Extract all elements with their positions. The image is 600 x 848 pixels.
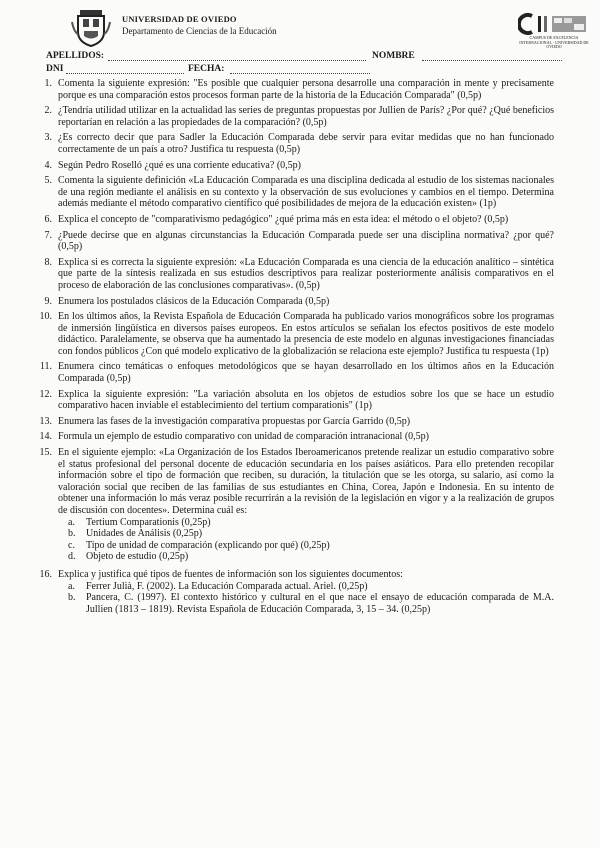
question-list <box>30 78 554 615</box>
q16-item-a: a. Ferrer Julià, F. (2002). La Educación Comparada actual. Ariel. (0,25p) <box>68 580 368 592</box>
nombre-label: NOMBRE <box>372 51 415 61</box>
university-name: UNIVERSIDAD DE OVIEDO <box>122 14 237 24</box>
question-3: 3. ¿Es correcto decir que para Sadler la Educación Comparada debe servir para evitar medidas que no han funcionado correctamente de un país a otro? Justifica tu respuesta (0,5p) <box>44 132 554 155</box>
question-11: 11. Enumera cinco temáticas o enfoques metodológicos que se hayan desarrollado en los últimos años en la Educación Comparada (0,5p) <box>39 361 554 385</box>
fecha-label: FECHA: <box>188 64 225 74</box>
campus-logo-caption: CAMPUS DE EXCELENCIA INTERNACIONAL · UNIVERSIDAD DE OVIEDO <box>519 35 589 49</box>
dni-label: DNI <box>46 64 64 74</box>
question-9: 9. Enumera los postulados clásicos de la Educación Comparada (0,5p) <box>44 295 330 307</box>
question-4: 4. Según Pedro Roselló ¿qué es una corriente educativa? (0,5p) <box>44 159 301 171</box>
apellidos-field[interactable] <box>108 51 366 61</box>
fecha-field[interactable] <box>230 64 370 74</box>
campus-logo-icon <box>518 12 590 36</box>
q15-item-c: c. Tipo de unidad de comparación (explicando por qué) (0,25p) <box>68 539 330 551</box>
question-8: 8. Explica si es correcta la siguiente expresión: «La Educación Comparada es una ciencia de la educación analítico – sintética que parte de la síntesis realizada en sus estudios descriptivos para realizar posteriormente análisis comparativos en el proceso de elaboración de las conclusiones comparativas». (0,5p) <box>44 256 554 291</box>
question-12: 12. Explica la siguiente expresión: "La variación absoluta en los objetos de estudios sobre los que se hace un estudio comparativo hacen inviable el establecimiento del tertium comparationis" (1p) <box>39 388 554 412</box>
question-13: 13. Enumera las fases de la investigación comparativa propuestas por García Garrido (0,5p) <box>39 415 411 427</box>
apellidos-label: APELLIDOS: <box>46 51 105 61</box>
department-name: Departamento de Ciencias de la Educación <box>122 26 277 36</box>
header <box>70 8 590 50</box>
question-6: 6. Explica el concepto de "comparativismo pedagógico" ¿qué prima más en esta idea: el método o el objeto? (0,5p) <box>44 213 509 225</box>
question-2: 2. ¿Tendría utilidad utilizar en la actualidad las series de preguntas propuestas por Jullien de París? ¿Por qué? ¿Qué beneficios reportarían en relación a las propiedades de la comparación? (0,5p) <box>44 105 554 128</box>
student-fields <box>46 51 566 77</box>
q15-item-d: d. Objeto de estudio (0,25p) <box>68 551 189 563</box>
nombre-field[interactable] <box>422 51 562 61</box>
q15-item-b: b. Unidades de Análisis (0,25p) <box>68 528 203 540</box>
question-1: 1. Comenta la siguiente expresión: "Es posible que cualquier persona desarrolle una comparación in mente y precisamente porque es una comparación estos procesos forman parte de la historia de la Educación Comparada" (0,5p) <box>44 78 554 101</box>
question-15: 15. En el siguiente ejemplo: «La Organización de los Estados Iberoamericanos pretende realizar un estudio comparativo sobre el status profesional del personal docente de educación secundaria en los países asiáticos. Para ello pretenden recopilar información sobre el tipo de formación que reciben, su duración, la titulación que se les otorga, su salario, así como la valoración social que reciben de las familias de sus estudiantes en China, Corea, Japón e Indonesia. En su intento de obtener una información lo más veraz posible recurrirán a la revisión de la legislación en vigor y a la realización de grupos de discusión con docentes». Determina cuál es: <box>39 447 554 516</box>
question-7: 7. ¿Puede decirse que en algunas circunstancias la Educación Comparada puede ser una disciplina normativa? ¿por qué? (0,5p) <box>44 229 554 253</box>
question-10: 10. En los últimos años, la Revista Española de Educación Comparada ha publicado varios monográficos sobre los programas de inmersión lingüística en diversos países europeos. En estos artículos se señalan los efectos positivos de este modelo didáctico. Paralelamente, se observa que ha aumentado la presencia de este modelo en algunas investigaciones financiadas con fondos públicos ¿Con qué modelo explicativo de la globalización se relaciona este ejemplo? Justifica tu respuesta (1p) <box>39 311 554 357</box>
question-5: 5. Comenta la siguiente definición «La Educación Comparada es una disciplina dedicada al estudio de los sistemas nacionales de una región mediante el análisis en su contexto y la observación de sus evoluciones y cambios en el tiempo. Determina además mediante el método comparativo científico qué posibilidades de mejora de la educación existen» (1p) <box>44 175 554 210</box>
university-crest-icon <box>70 8 112 48</box>
dni-field[interactable] <box>66 64 184 74</box>
q16-item-b: b. Pancera, C. (1997). El contexto histórico y cultural en el que nace el ensayo de educación comparada de M.A. Jullien (1813 – 1819). Revista Española de Educación Comparada, 3, 15 – 34. (0,25p) <box>68 592 554 615</box>
q15-item-a: a. Tertium Comparationis (0,25p) <box>68 516 211 528</box>
question-16: 16. Explica y justifica qué tipos de fuentes de información son los siguientes documentos: <box>39 568 403 580</box>
question-14: 14. Formula un ejemplo de estudio comparativo con unidad de comparación intranacional (0,5p) <box>39 431 429 443</box>
campus-logo <box>518 12 590 49</box>
